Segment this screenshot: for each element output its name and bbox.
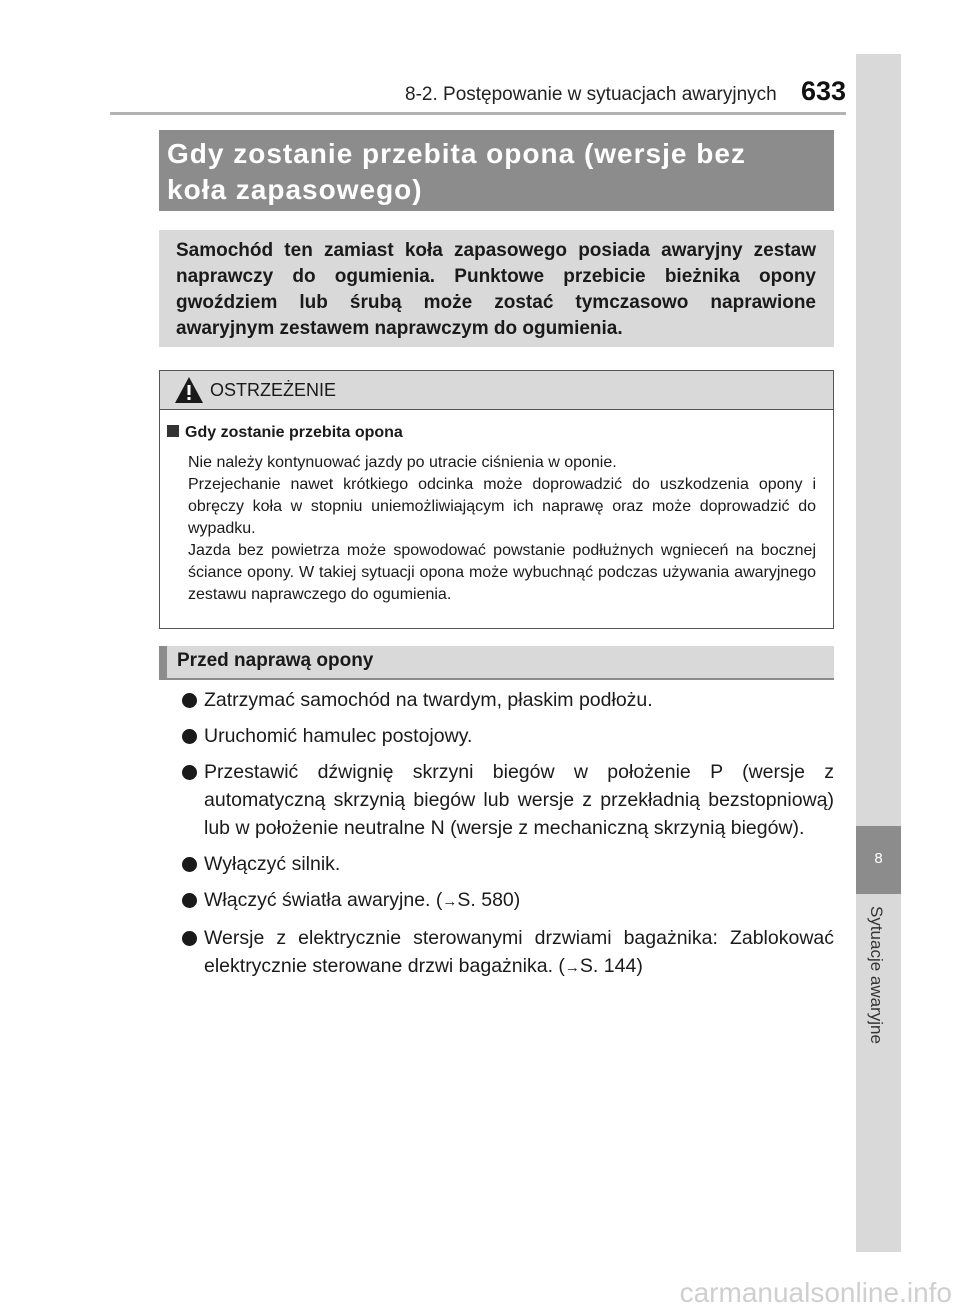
bullet-dot-icon (182, 893, 197, 908)
square-bullet-icon (167, 425, 179, 437)
warning-line: Przejechanie nawet krótkiego odcinka może doprowadzić do uszkodzenia opony i obręczy koła w stopniu uniemożliwiającym ich naprawę oraz może doprowadzić do wypadku. (188, 476, 816, 537)
warning-title: OSTRZEŻENIE (210, 380, 337, 400)
arrow-right-icon: → (564, 959, 580, 976)
intro-text: Samochód ten zamiast koła zapasowego posiada awaryjny zestaw naprawczy do ogumienia. Punktowe przebicie bieżnika opony gwoździem lub śrubą może zostać tymczasowo naprawione awaryjnym zestawem naprawczym do ogumienia. (176, 240, 816, 339)
warning-triangle-icon (174, 376, 204, 404)
list-item-text: Przestawić dźwignię skrzyni biegów w położenie P (wersje z automatyczną skrzynią biegów lub wersje z przekładnią bezstopniową) lub w położenie neutralne N (wersje z mechaniczną skrzynią biegów). (204, 761, 834, 839)
list-item (182, 924, 834, 982)
list-item (182, 758, 834, 842)
bullet-dot-icon (182, 693, 197, 708)
list-item-text: Wersje z elektrycznie sterowanymi drzwiami bagażnika: Zablokować elektrycznie sterowane drzwi bagażnika. ( (204, 927, 834, 977)
section-heading-rule (159, 678, 834, 680)
warning-line: Nie należy kontynuować jazdy po utracie ciśnienia w oponie. (188, 454, 617, 471)
list-item-close: ) (513, 889, 521, 911)
arrow-right-icon: → (442, 893, 458, 910)
page-reference-link[interactable]: S. 580 (457, 889, 514, 911)
watermark: carmanualsonline.info (679, 1277, 952, 1308)
warning-line: Jazda bez powietrza może spowodować powstanie podłużnych wgnieceń na bocznej ściance opony. W takiej sytuacji opona może wybuchnąć podczas używania awaryjnego zestawu naprawczego do ogumienia. (188, 542, 816, 603)
list-item-close: ) (636, 955, 643, 977)
section-heading: Przed naprawą opony (177, 650, 374, 671)
header-section-title: 8-2. Postępowanie w sytuacjach awaryjnych (405, 84, 777, 105)
section-heading-bar (159, 646, 167, 679)
bullet-dot-icon (182, 857, 197, 872)
header-divider (110, 112, 846, 115)
list-item (182, 686, 834, 714)
instruction-list (182, 686, 834, 990)
warning-body (188, 452, 816, 606)
chapter-tab-label: Sytuacje awaryjne (867, 906, 886, 1044)
list-item-text: Wyłączyć silnik. (204, 853, 341, 875)
page-reference-link[interactable]: S. 144 (579, 955, 637, 977)
chapter-tab-number: 8 (874, 850, 883, 867)
list-item-text: Uruchomić hamulec postojowy. (204, 725, 473, 747)
warning-subheading (167, 424, 403, 442)
list-item-text: Włączyć światła awaryjne. ( (204, 889, 443, 911)
list-item (182, 850, 834, 878)
bullet-dot-icon (182, 729, 197, 744)
page-number: 633 (801, 76, 847, 106)
list-item (182, 886, 834, 916)
side-strip (856, 54, 901, 1252)
bullet-dot-icon (182, 765, 197, 780)
warning-subheading-text: Gdy zostanie przebita opona (185, 424, 403, 441)
list-item-text: Zatrzymać samochód na twardym, płaskim podłożu. (204, 689, 653, 711)
page-title: Gdy zostanie przebita opona (wersje bez koła zapasowego) (167, 138, 746, 205)
bullet-dot-icon (182, 931, 197, 946)
list-item (182, 722, 834, 750)
